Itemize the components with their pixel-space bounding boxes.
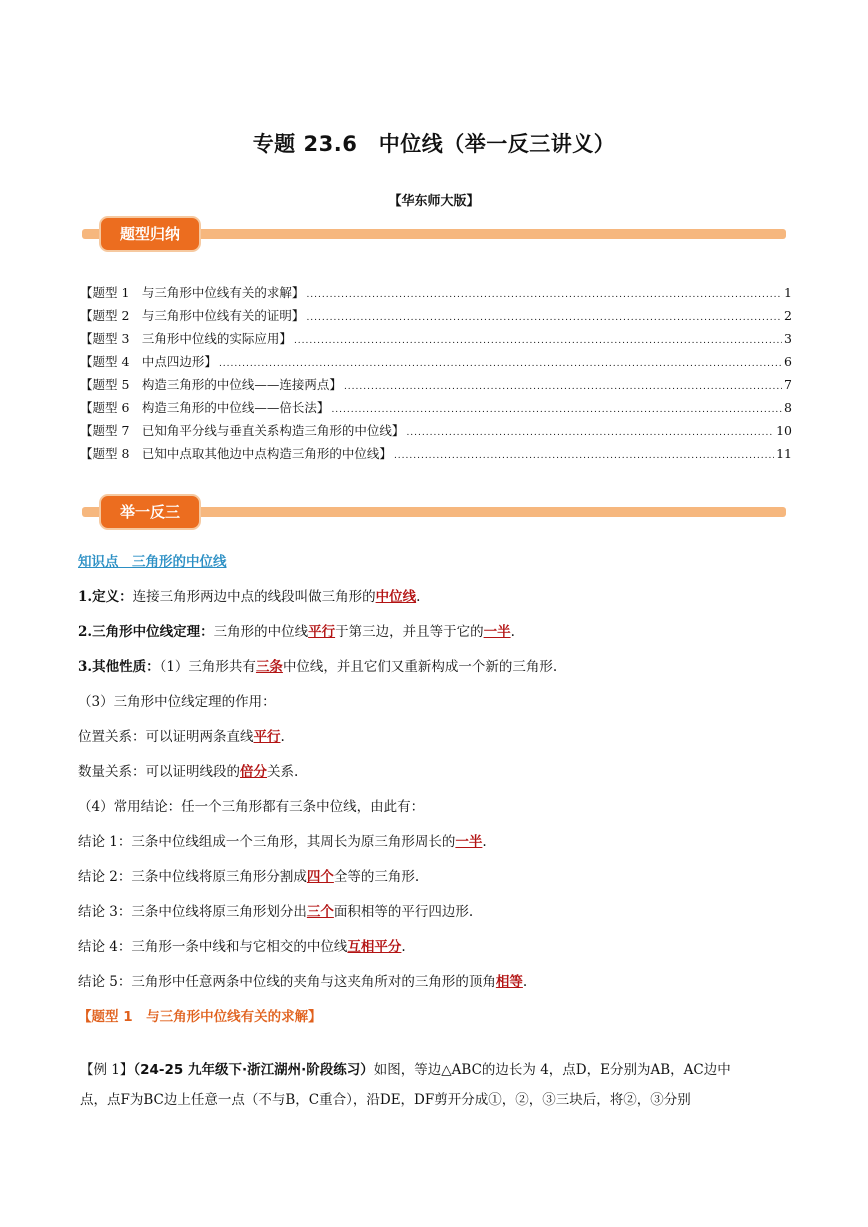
line-text: 全等的三角形. xyxy=(333,869,420,885)
term-label: 2.三角形中位线定理： xyxy=(78,624,214,640)
toc-item-page: 7 xyxy=(784,377,792,392)
line-text: 结论 4：三角形一条中线和与它相交的中位线 xyxy=(78,939,348,955)
line-text: （4）常用结论：任一个三角形都有三条中位线，由此有： xyxy=(78,799,425,815)
toc-item[interactable] xyxy=(80,444,792,467)
line-text: 结论 2：三条中位线将原三角形分割成 xyxy=(78,869,307,885)
toc-item-page: 11 xyxy=(776,446,792,461)
quantity-relation-line xyxy=(78,760,790,795)
line-text: 数量关系：可以证明线段的 xyxy=(78,764,240,780)
example-text: 如图，等边△ABC的边长为 4，点D，E分别为AB，AC边中 xyxy=(373,1062,731,1078)
conclusion-2 xyxy=(78,865,790,900)
toc-leader xyxy=(306,313,782,323)
line-text: . xyxy=(522,974,528,990)
line-text: 结论 5：三角形中任意两条中位线的夹角与这夹角所对的三角形的顶角 xyxy=(78,974,496,990)
toc-item[interactable] xyxy=(80,329,792,352)
table-of-contents xyxy=(80,283,792,467)
knowledge-section xyxy=(78,550,790,1025)
line-text: 结论 1：三条中位线组成一个三角形，其周长为原三角形周长的 xyxy=(78,834,456,850)
key-term: 中位线 xyxy=(375,589,417,605)
conclusion-5 xyxy=(78,970,790,1005)
toc-item-page: 6 xyxy=(784,354,792,369)
position-relation-line xyxy=(78,725,790,760)
line-text: 位置关系：可以证明两条直线 xyxy=(78,729,254,745)
key-term: 平行 xyxy=(308,624,336,640)
line-text: . xyxy=(401,939,406,955)
toc-leader xyxy=(394,451,774,461)
toc-item[interactable] xyxy=(80,398,792,421)
example-1 xyxy=(80,1055,792,1115)
toc-item-label: 【题型 5 构造三角形的中位线——连接两点】 xyxy=(80,377,342,392)
line-text: . xyxy=(416,589,421,605)
line-text: 于第三边，并且等于它的 xyxy=(335,624,484,640)
line-text: . xyxy=(280,729,285,745)
line-text: （3）三角形中位线定理的作用： xyxy=(78,694,276,710)
page-title: 专题 23.6 中位线（举一反三讲义） xyxy=(252,132,616,156)
toc-item-label: 【题型 2 与三角形中位线有关的证明】 xyxy=(80,308,305,323)
conclusion-1 xyxy=(78,830,790,865)
toc-item-label: 【题型 6 构造三角形的中位线——倍长法】 xyxy=(80,400,330,415)
toc-item-page: 1 xyxy=(784,285,792,300)
conclusion-3 xyxy=(78,900,790,935)
key-term: 一半 xyxy=(483,624,511,640)
line-text: 面积相等的平行四边形. xyxy=(333,904,474,920)
toc-item[interactable] xyxy=(80,352,792,375)
toc-item-page: 2 xyxy=(784,308,792,323)
toc-item-label: 【题型 7 已知角平分线与垂直关系构造三角形的中位线】 xyxy=(80,423,405,438)
line-text: . xyxy=(482,834,487,850)
toc-leader xyxy=(219,359,782,369)
key-term: 倍分 xyxy=(240,764,267,780)
toc-leader xyxy=(344,382,782,392)
toc-item-page: 10 xyxy=(776,423,792,438)
line-text: （1）三角形共有 xyxy=(159,659,256,675)
term-label: 3.其他性质： xyxy=(78,659,160,675)
toc-item-label: 【题型 4 中点四边形】 xyxy=(80,354,217,369)
line-text: 结论 3：三条中位线将原三角形划分出 xyxy=(78,904,307,920)
example-source: （24-25 九年级下·浙江湖州·阶段练习） xyxy=(133,1062,374,1078)
section-banner-question-types xyxy=(82,216,786,252)
banner-label: 题型归纳 xyxy=(99,216,201,252)
knowledge-point-title: 知识点 三角形的中位线 xyxy=(78,554,227,570)
toc-leader xyxy=(331,405,782,415)
question-type-title: 【题型 1 与三角形中位线有关的求解】 xyxy=(78,1009,322,1025)
section-banner-examples xyxy=(82,494,786,530)
banner-label: 举一反三 xyxy=(99,494,201,530)
theorem-line xyxy=(78,620,790,655)
example-tag: 【例 1】 xyxy=(80,1062,134,1078)
property-line xyxy=(78,655,790,690)
conclusions-heading xyxy=(78,795,790,830)
line-text: 关系. xyxy=(267,764,299,780)
example-line-2: 点，点F为BC边上任意一点（不与B，C重合），沿DE，DF剪开分成①，②，③三块后，将②，③分别 xyxy=(80,1092,691,1108)
key-term: 四个 xyxy=(306,869,334,885)
toc-item-label: 【题型 1 与三角形中位线有关的求解】 xyxy=(80,285,305,300)
definition-line xyxy=(78,585,790,620)
key-term: 三个 xyxy=(306,904,334,920)
toc-leader xyxy=(294,336,782,346)
toc-item[interactable] xyxy=(80,306,792,329)
conclusion-4 xyxy=(78,935,790,970)
toc-item[interactable] xyxy=(80,421,792,444)
toc-item-page: 8 xyxy=(784,400,792,415)
toc-leader xyxy=(306,290,782,300)
key-term: 相等 xyxy=(495,974,523,990)
toc-item-page: 3 xyxy=(784,331,792,346)
key-term: 平行 xyxy=(253,729,281,745)
toc-item-label: 【题型 8 已知中点取其他边中点构造三角形的中位线】 xyxy=(80,446,392,461)
line-text: . xyxy=(510,624,515,640)
toc-item[interactable] xyxy=(80,375,792,398)
term-label: 1.定义： xyxy=(78,589,133,605)
key-term: 一半 xyxy=(455,834,483,850)
line-text: 连接三角形两边中点的线段叫做三角形的 xyxy=(132,589,376,605)
line-text: 中位线，并且它们又重新构成一个新的三角形. xyxy=(282,659,558,675)
example-line-1 xyxy=(80,1055,792,1085)
line-text: 三角形的中位线 xyxy=(213,624,309,640)
toc-leader xyxy=(406,428,774,438)
toc-item-label: 【题型 3 三角形中位线的实际应用】 xyxy=(80,331,292,346)
key-term: 三条 xyxy=(255,659,283,675)
usage-heading xyxy=(78,690,790,725)
key-term: 互相平分 xyxy=(347,939,402,955)
edition-label: 【华东师大版】 xyxy=(388,194,480,209)
toc-item[interactable] xyxy=(80,283,792,306)
